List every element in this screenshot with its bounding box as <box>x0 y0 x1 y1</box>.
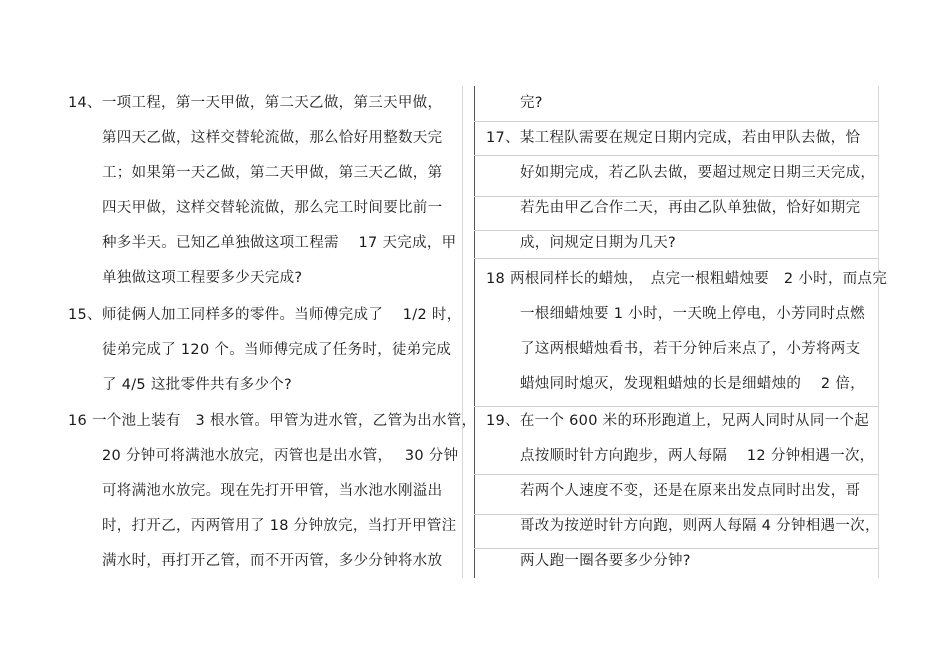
q17-line: 17、某工程队需要在规定日期内完成，若由甲队去做，恰 <box>486 130 861 146</box>
row-line <box>474 258 878 259</box>
q17-line: 成，问规定日期为几天? <box>520 235 676 251</box>
q19-line: 两人跑一圈各要多少分钟? <box>520 553 691 569</box>
q14-line: 四天甲做，这样交替轮流做，那么完工时间要比前一 <box>102 200 443 216</box>
row-line <box>474 196 878 197</box>
right-border-line <box>878 86 879 578</box>
row-line <box>474 474 878 475</box>
row-line <box>474 155 878 156</box>
q15-line: 了 4/5 这批零件共有多少个? <box>102 377 293 393</box>
q16-continuation: 完? <box>520 95 543 111</box>
row-line <box>474 121 878 122</box>
q19-line: 19、在一个 600 米的环形跑道上，兄两人同时从同一个起 <box>486 413 870 429</box>
q14-line: 单独做这项工程要多少天完成? <box>102 270 303 286</box>
row-line <box>474 230 878 231</box>
q17-line: 若先由甲乙合作二天，再由乙队单独做，恰好如期完 <box>520 200 861 216</box>
q18-line: 一根细蜡烛要 1 小时，一天晚上停电，小芳同时点燃 <box>520 306 865 322</box>
q16-line: 可将满池水放完。现在先打开甲管，当水池水刚溢出 <box>102 483 443 499</box>
q19-line: 若两个人速度不变，还是在原来出发点同时出发，哥 <box>520 483 861 499</box>
q15-line: 15、师徒俩人加工同样多的零件。当师傅完成了 1/2 时， <box>68 307 462 323</box>
q18-line: 蜡烛同时熄灭，发现粗蜡烛的长是细蜡烛的 2 倍， <box>520 376 865 392</box>
row-line <box>474 514 878 515</box>
column-divider <box>474 86 475 578</box>
row-line <box>474 548 878 549</box>
q16-line: 16 一个池上装有 3 根水管。甲管为进水管，乙管为出水管， <box>68 413 477 429</box>
q16-line: 时，打开乙，丙两管用了 18 分钟放完，当打开甲管注 <box>102 518 457 534</box>
q14-line: 种多半天。已知乙单独做这项工程需 17 天完成，甲 <box>102 235 457 251</box>
q18-line: 18 两根同样长的蜡烛， 点完一根粗蜡烛要 2 小时，而点完 <box>486 271 888 287</box>
q17-line: 好如期完成，若乙队去做，要超过规定日期三天完成， <box>520 165 876 181</box>
q18-line: 了这两根蜡烛看书，若干分钟后来点了，小芳将两支 <box>520 341 861 357</box>
q14-line: 第四天乙做，这样交替轮流做，那么恰好用整数天完 <box>102 130 443 146</box>
q16-line: 20 分钟可将满池水放完，丙管也是出水管， 30 分钟 <box>102 448 459 464</box>
q19-line: 点按顺时针方向跑步，两人每隔 12 分钟相遇一次， <box>520 448 875 464</box>
q14-line: 14、一项工程，第一天甲做，第二天乙做，第三天甲做， <box>68 95 443 111</box>
left-border-line <box>462 86 463 578</box>
q14-line: 工；如果第一天乙做，第二天甲做，第三天乙做，第 <box>102 165 443 181</box>
q19-line: 哥改为按逆时针方向跑，则两人每隔 4 分钟相遇一次， <box>520 518 880 534</box>
q16-line: 满水时，再打开乙管，而不开丙管，多少分钟将水放 <box>102 553 443 569</box>
q15-line: 徒弟完成了 120 个。当师傅完成了任务时，徒弟完成 <box>102 342 452 358</box>
row-line <box>474 406 878 407</box>
